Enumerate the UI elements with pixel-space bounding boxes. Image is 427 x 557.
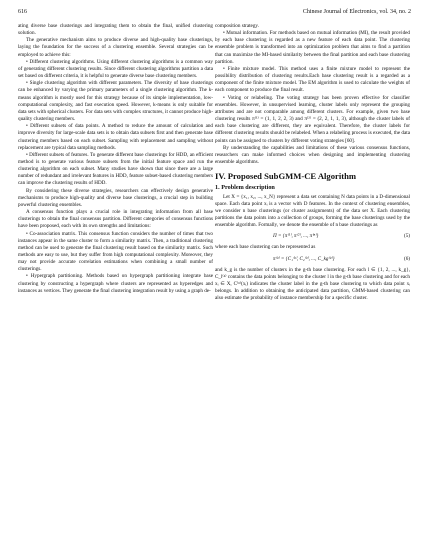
equation-5 bbox=[215, 232, 410, 241]
bullet-paragraph: • Different subsets of features. To generate different base clusterings for HDD, an efficient method is to generate various feature subsets from the initial feature space and run the clustering algorithm on each subset. Many studies have shown that since there are a large number of redundant and irrelevant features in HDD, feature subset-based clustering members can improve the clustering results of HDD. bbox=[18, 151, 213, 187]
paragraph: By considering these diverse strategies, researchers can effectively design generative mechanisms to produce high-quality and diverse base clusterings, a crucial step in building powerful clustering ensembles. bbox=[18, 187, 213, 208]
equation-formula: π⁽ᵍ⁾ = {C₁⁽ᵍ⁾, C₂⁽ᵍ⁾, ..., C_kg⁽ᵍ⁾} bbox=[273, 255, 335, 262]
bullet-paragraph: • Voting or relabeling. The voting strategy has been proven effective for classifier ensembles. However, in unsupervised learning, cluster labels only represent the grouping attributes and are not comparable among different clusters. For example, given two base clustering results π⁽¹⁾ = (1, 1, 2, 2, 3) and π⁽²⁾ = (2, 2, 1, 1, 3), although the cluster labels of each base clustering are different, they are equivalent. Therefore, the cluster labels for different clustering results should be relabeled. When a relabeling process is executed, the data points can be assigned to clusters by different voting strategies [60]. bbox=[215, 94, 410, 144]
subsection-title: 1. Problem description bbox=[215, 184, 275, 192]
bullet-paragraph: • Different clustering algorithms. Using different clustering algorithms is a common way of generating different clustering results. Since different clustering algorithms partition a data set based on different criteria, it is helpful to generate diverse base clustering members. bbox=[18, 58, 213, 80]
bullet-paragraph: • Finite mixture model. This method uses a finite mixture model to represent the possibility distribution of clustering results.Each base clustering result is a regarded as a component of the finite mixture model. The EM algorithm is used to calculate the weights of each component to produce the final result. bbox=[215, 65, 410, 94]
bullet-paragraph: • Co-association matrix. This consensus function considers the number of times that two instances appear in the same cluster to form a similarity matrix. Then, a traditional clustering method can be used to generate the final clustering result based on the similarity matrix. Such methods are easy to use, but they suffer from high computational complexity. Moreover, they may not provide accurate correlation estimations when combining a small number of clusterings. bbox=[18, 230, 213, 273]
right-column bbox=[215, 23, 410, 302]
paragraph: and k_g is the number of clusters in the g-th base clustering. For each l ∈ {1, 2, ..., k_g}, C_l⁽ᵍ⁾ contains the data points belonging to the cluster l in the g-th base clustering and for each xᵢ ∈ X, C⁽ᵍ⁾(xᵢ) indicates the cluster label in the g-th base clustering to which data point xᵢ belongs. In addition to obtaining the anticipated data partition, GMM-based clustering can also estimate the probability of instance membership for a specific cluster. bbox=[215, 266, 410, 302]
paragraph: A consensus function plays a crucial role in integrating information from all base clusterings to obtain the final consensus partition. Different categories of consensus functions have been proposed, each with its own strengths and limitations: bbox=[18, 209, 213, 230]
page-number: 616 bbox=[18, 9, 27, 15]
equation-number: (6) bbox=[404, 255, 410, 262]
paragraph: ating diverse base clusterings and integrating them to obtain the final, unified clustering solution. bbox=[18, 23, 213, 37]
paragraph: where each base clustering can be represented as bbox=[215, 244, 316, 251]
journal-running-title: Chinese Journal of Electronics, vol. 34, no. 2 bbox=[302, 9, 411, 15]
paragraph: By understanding the capabilities and limitations of these various consensus functions, researchers can make informed choices when designing and implementing clustering ensemble algorithms. bbox=[215, 144, 410, 165]
paragraph: Let X = {x₁, x₂, ..., x_N} represent a data set containing N data points in a D-dimensional space. Each data point xᵢ is a vector with D features. In the context of clustering ensembles, we consider n base clusterings (or cluster assignments) of the data set X. Each clustering partitions the data points into a collection of groups, forming the base clusterings used by the ensemble algorithm. Formally, we denote the ensemble of n base clusterings as bbox=[215, 193, 410, 229]
paragraph: composition strategy. bbox=[215, 23, 259, 29]
bullet-paragraph: • Hypergraph partitioning. Methods based on hypergraph partitioning integrate base clustering by constructing a hypergraph where clusters are represented as hyperedges and instances as vertices. They generate the final clustering integration result by using a graph de- bbox=[18, 273, 213, 294]
equation-formula: Π = {π⁽¹⁾, π⁽²⁾, ..., π⁽ⁿ⁾} bbox=[273, 233, 319, 240]
equation-number: (5) bbox=[404, 233, 410, 240]
bullet-paragraph: • Single clustering algorithm with different parameters. The diversity of base clusterings can be enhanced by varying the primary parameters of a single clustering algorithm. The k-means algorithm is mostly used for this strategy because of its simple implementation, low-computational complexity, and fast execution speed. However, k-means is only suitable for data sets with spherical clusters. For data sets with complex structures, it cannot produce high-quality clustering members. bbox=[18, 80, 213, 123]
section-title: IV. Proposed SubGMM-CE Algorithm bbox=[215, 171, 357, 182]
page-header bbox=[18, 9, 411, 21]
bullet-paragraph: • Different subsets of data points. A method to reduce the amount of calculation and improve diversity for large-scale data sets is to obtain data subsets first and then generate base clustering members based on each subset. Sampling with replacement and sampling without replacement are typical data sampling methods. bbox=[18, 123, 213, 151]
paragraph: The generative mechanism aims to produce diverse and high-quality base clusterings, laying the foundation for the success of a clustering ensemble. Several strategies can be employed to achieve this: bbox=[18, 37, 213, 58]
bullet-paragraph: • Mutual information. For methods based on mutual information (MI), the result provided by each base clustering is regarded as a new feature of each data point. The clustering ensemble problem is transformed into an optimization problem that aims to find a partition that can maximize the MI-based similarity between the final partition and each base clustering partition. bbox=[215, 30, 410, 65]
equation-6 bbox=[215, 255, 410, 264]
left-column bbox=[18, 23, 213, 295]
